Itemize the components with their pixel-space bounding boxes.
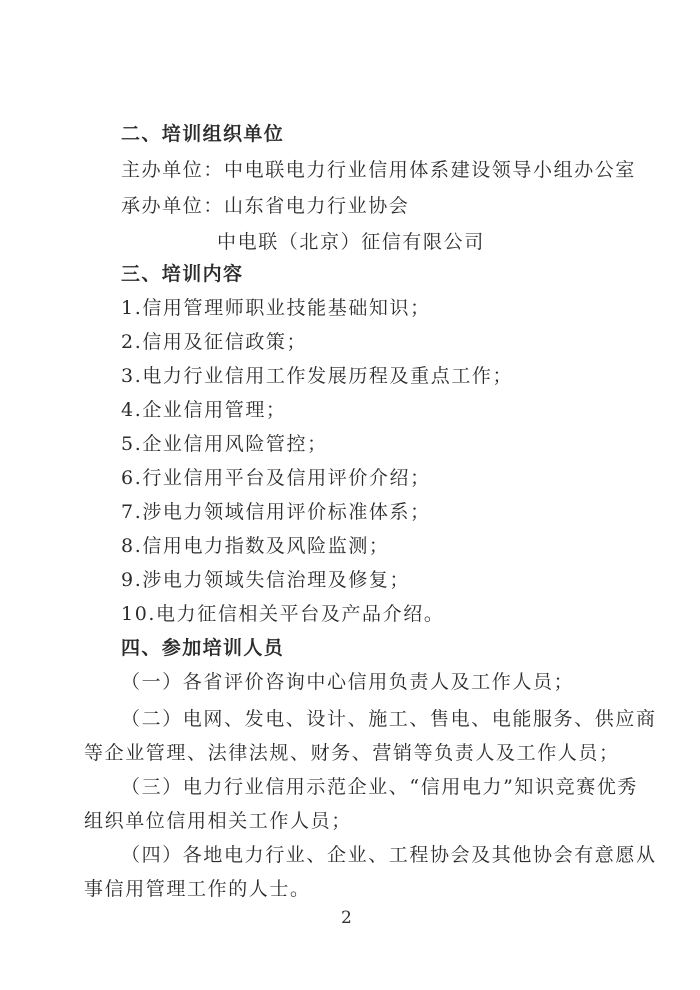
content-item: 6.行业信用平台及信用评价介绍；	[121, 467, 431, 489]
participant-item-4-line-1: （四）各地电力行业、企业、工程协会及其他协会有意愿从	[121, 844, 657, 866]
participant-item-3-line-2: 组织单位信用相关工作人员；	[84, 810, 352, 832]
participant-item-4-line-2: 事信用管理工作的人士。	[84, 878, 311, 900]
participant-item-2-line-2: 等企业管理、法律法规、财务、营销等负责人及工作人员；	[84, 742, 620, 764]
content-item: 4.企业信用管理；	[121, 399, 287, 421]
content-item: 5.企业信用风险管控；	[121, 433, 328, 455]
content-item: 7.涉电力领域信用评价标准体系；	[121, 501, 431, 523]
page-number: 2	[341, 908, 352, 928]
section-heading-organizer: 二、培训组织单位	[121, 123, 285, 145]
host-unit-line: 主办单位：中电联电力行业信用体系建设领导小组办公室	[121, 159, 637, 181]
content-item: 3.电力行业信用工作发展历程及重点工作；	[121, 365, 514, 387]
content-item: 2.信用及征信政策；	[121, 331, 308, 353]
participant-item-2-line-1: （二）电网、发电、设计、施工、售电、电能服务、供应商	[121, 708, 657, 730]
section-heading-participants: 四、参加培训人员	[121, 637, 285, 659]
content-item: 10.电力征信相关平台及产品介绍。	[121, 603, 445, 625]
section-heading-content: 三、培训内容	[121, 263, 244, 285]
undertaker-unit-line-2: 中电联（北京）征信有限公司	[217, 231, 485, 253]
content-item: 1.信用管理师职业技能基础知识；	[121, 297, 431, 319]
content-item: 8.信用电力指数及风险监测；	[121, 535, 390, 557]
participant-item-1: （一）各省评价咨询中心信用负责人及工作人员；	[121, 671, 575, 693]
participant-item-3-line-1: （三）电力行业信用示范企业、“信用电力”知识竞赛优秀	[121, 776, 639, 798]
content-item: 9.涉电力领域失信治理及修复；	[121, 569, 411, 591]
undertaker-unit-line: 承办单位：山东省电力行业协会	[121, 195, 410, 217]
